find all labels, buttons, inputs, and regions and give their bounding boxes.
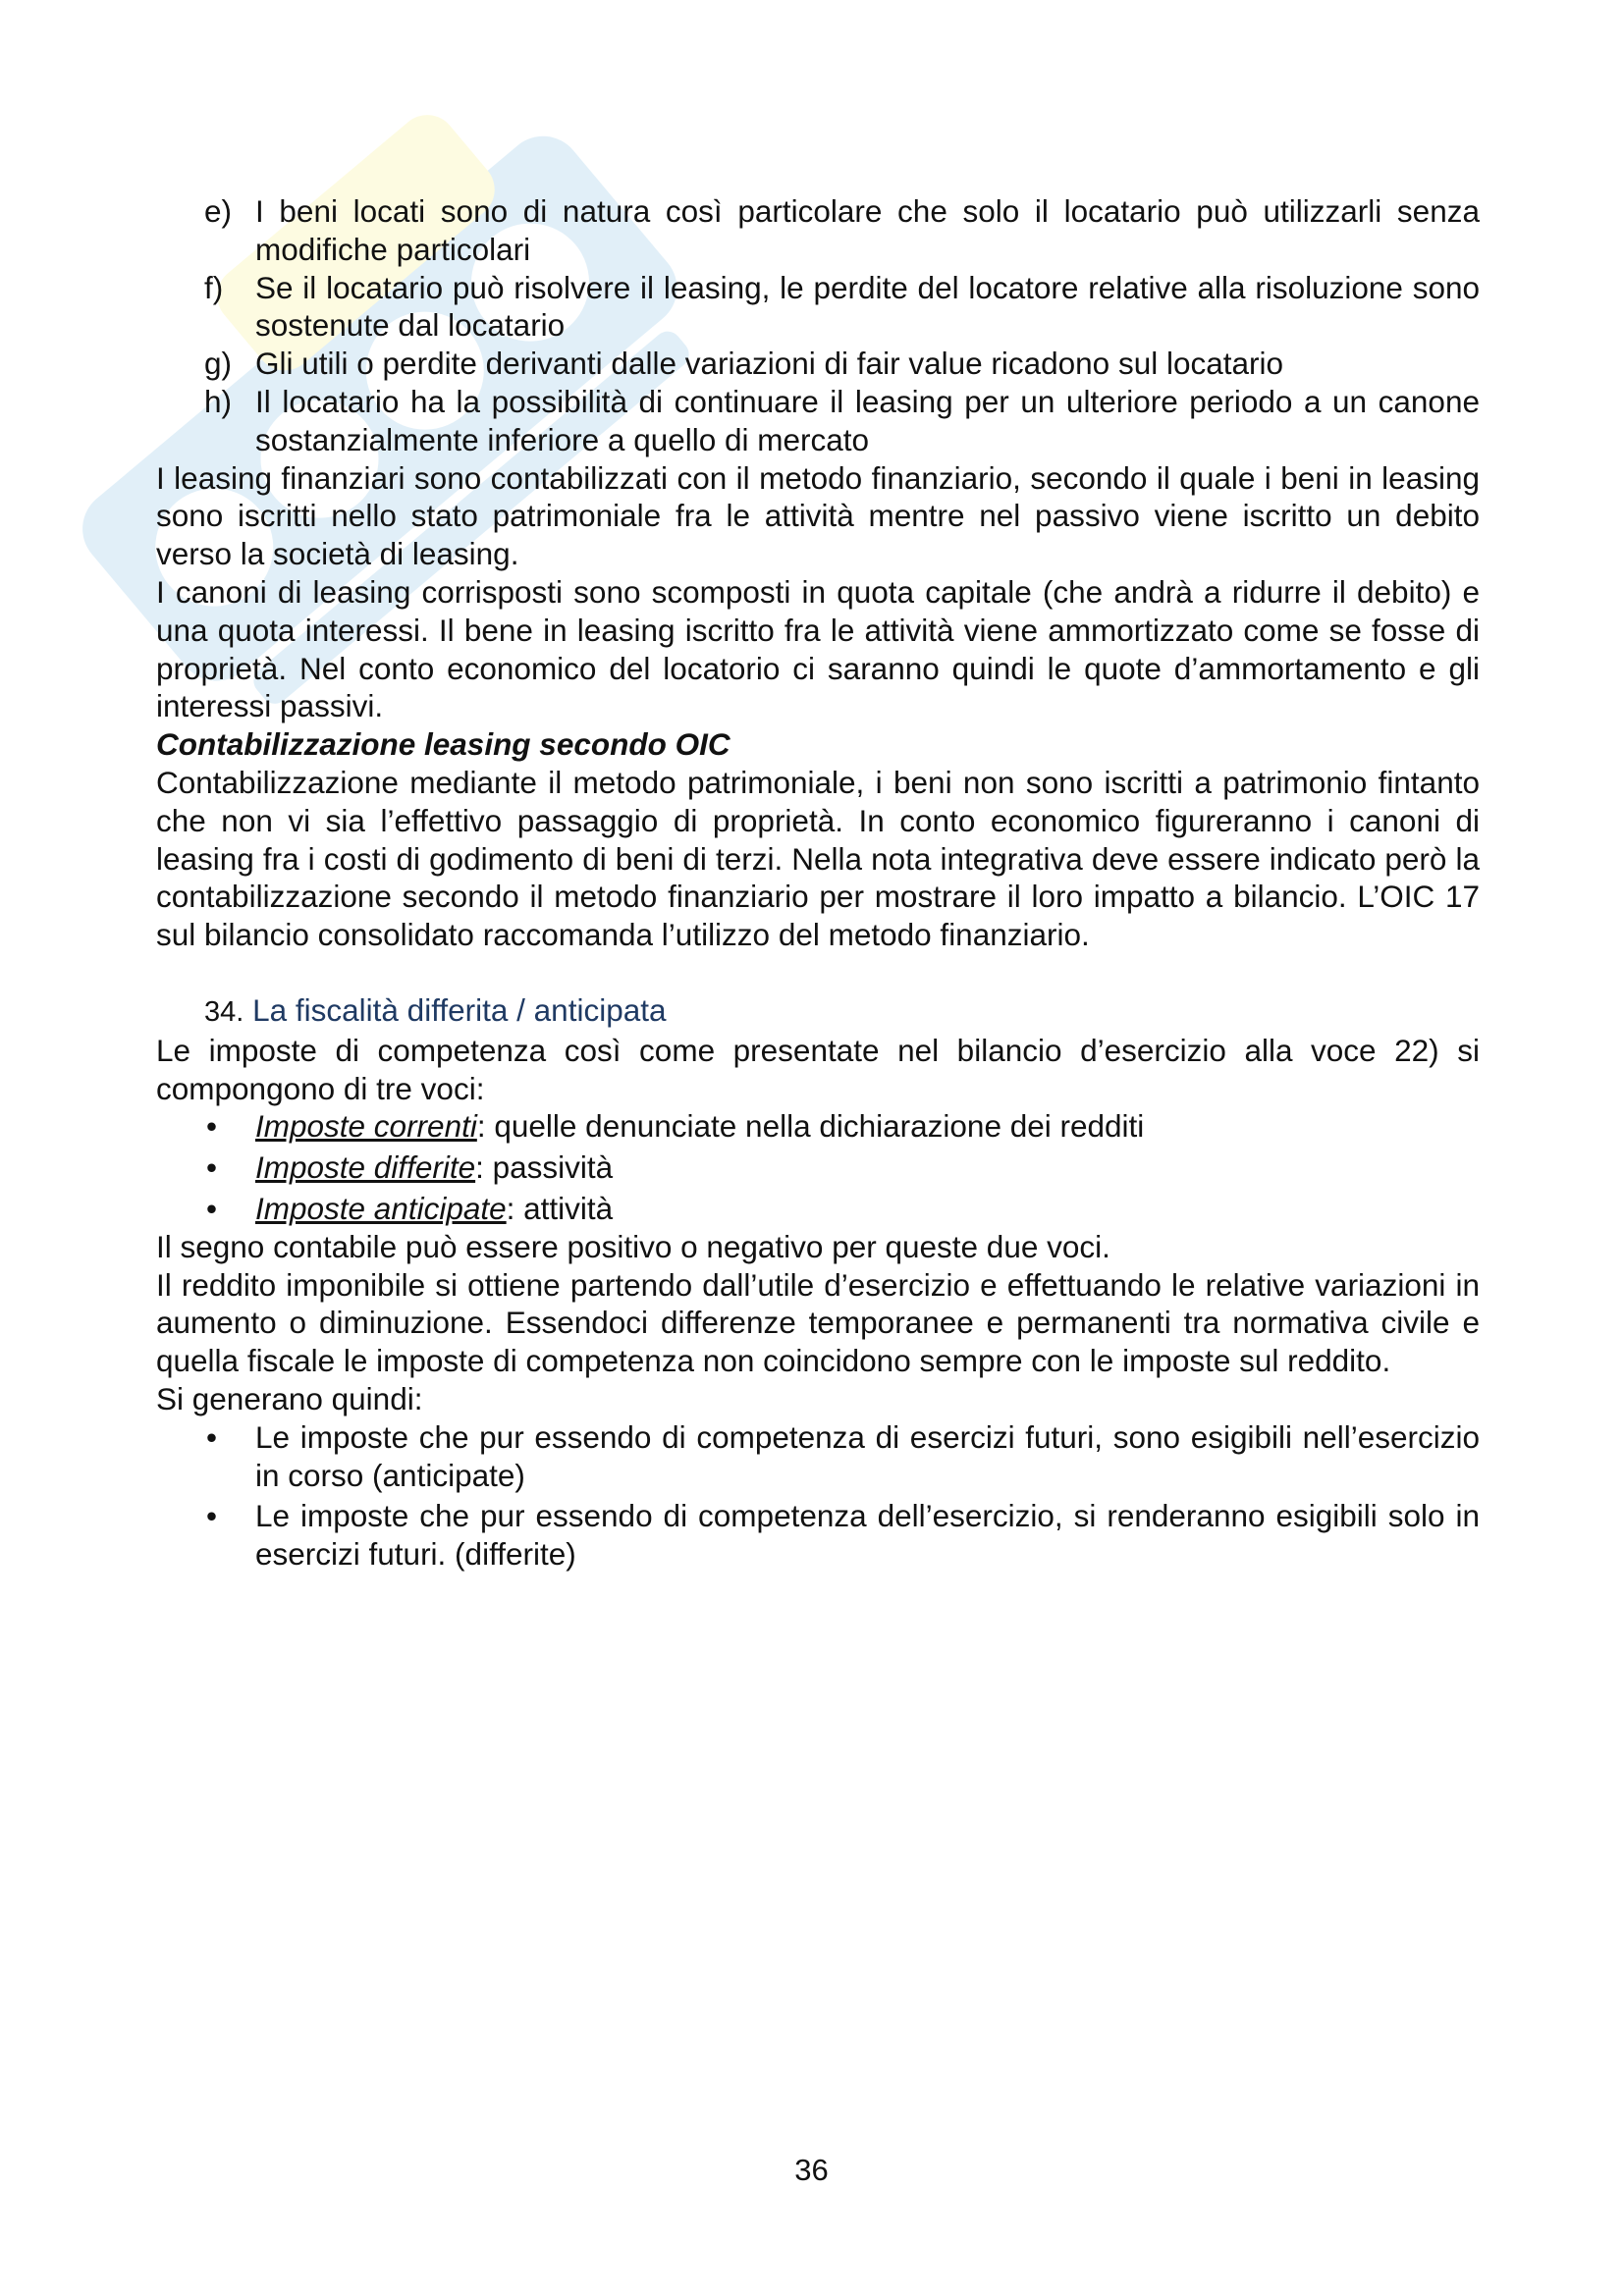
section-title: La fiscalità differita / anticipata bbox=[252, 991, 667, 1028]
bullet-icon: • bbox=[206, 1418, 218, 1455]
section-paragraph: Il segno contabile può essere positivo o negativo per queste due voci. bbox=[156, 1228, 1110, 1264]
tax-term-desc: : passività bbox=[475, 1149, 614, 1186]
tax-term-desc: : attività bbox=[506, 1190, 614, 1226]
leasing-criteria-list bbox=[156, 192, 1480, 459]
list-item-text: I beni locati sono di natura così particolare che solo il locatario può utilizzarli senza modifiche particolari bbox=[255, 193, 1480, 267]
list-item bbox=[156, 192, 1480, 269]
list-item-text: Le imposte che pur essendo di competenza di esercizi futuri, sono esigibili nell’esercizio in corso (anticipate) bbox=[255, 1418, 1480, 1493]
list-item-text: Il locatario ha la possibilità di continuare il leasing per un ulteriore periodo a un canone sostanzialmente inferiore a quello di mercato bbox=[255, 383, 1480, 457]
list-item-text: Se il locatario può risolvere il leasing, le perdite del locatore relative alla risoluzione sono sostenute dal locatario bbox=[255, 269, 1480, 344]
oic-paragraph: Contabilizzazione mediante il metodo patrimoniale, i beni non sono iscritti a patrimonio fintanto che non vi sia l’effettivo passaggio di proprietà. In conto economico figureranno i canoni di leasing fra i costi di godimento di beni di terzi. Nella nota integrativa deve essere indicato però la contabilizzazione secondo il metodo finanziario per mostrare il loro impatto a bilancio. L’OIC 17 sul bilancio consolidato raccomanda l’utilizzo del metodo finanziario. bbox=[156, 764, 1480, 953]
section-intro: Le imposte di competenza così come presentate nel bilancio d’esercizio alla voce 22) si compongono di tre voci: bbox=[156, 1032, 1480, 1106]
page-number: 36 bbox=[794, 2153, 829, 2187]
tax-term: Imposte differite bbox=[255, 1149, 476, 1186]
bullet-icon: • bbox=[206, 1108, 218, 1145]
list-marker: f) bbox=[204, 269, 224, 305]
list-item bbox=[156, 1148, 1480, 1187]
oic-heading: Contabilizzazione leasing secondo OIC bbox=[156, 726, 730, 763]
list-item bbox=[156, 345, 1480, 383]
list-marker: h) bbox=[204, 383, 233, 419]
list-marker: e) bbox=[204, 193, 233, 229]
list-item bbox=[156, 1497, 1480, 1574]
bullet-icon: • bbox=[206, 1498, 218, 1534]
list-item bbox=[156, 1190, 1480, 1228]
tax-term: Imposte anticipate bbox=[255, 1190, 507, 1226]
bullet-icon: • bbox=[206, 1190, 218, 1226]
section-number: 34. bbox=[204, 995, 244, 1028]
section-paragraph: Si generano quindi: bbox=[156, 1380, 423, 1416]
tax-term: Imposte correnti bbox=[255, 1108, 477, 1145]
list-item bbox=[156, 383, 1480, 459]
tax-items-list bbox=[156, 1107, 1480, 1227]
leasing-paragraph: I canoni di leasing corrisposti sono scomposti in quota capitale (che andrà a ridurre il debito) e una quota interessi. Il bene in leasing iscritto fra le attività viene ammortizzato come se fosse di proprietà. Nel conto economico del locatorio ci saranno quindi le quote d’ammortamento e gli interessi passivi. bbox=[156, 573, 1480, 724]
list-item-text: Gli utili o perdite derivanti dalle variazioni di fair value ricadono sul locatario bbox=[255, 346, 1284, 382]
tax-term-desc: : quelle denunciate nella dichiarazione dei redditi bbox=[476, 1108, 1145, 1145]
bullet-icon: • bbox=[206, 1149, 218, 1186]
spacer bbox=[156, 954, 1480, 991]
list-marker: g) bbox=[204, 346, 233, 382]
list-item bbox=[156, 269, 1480, 346]
section-paragraph: Il reddito imponibile si ottiene partendo dall’utile d’esercizio e effettuando le relative variazioni in aumento o diminuzione. Essendoci differenze temporanee e permanenti tra normativa civile e quella fiscale le imposte di competenza non coincidono sempre con le imposte sul reddito. bbox=[156, 1266, 1480, 1379]
list-item bbox=[156, 1418, 1480, 1495]
page-content bbox=[156, 192, 1480, 1574]
section-heading bbox=[156, 991, 1480, 1032]
generated-taxes-list bbox=[156, 1418, 1480, 1574]
list-item-text: Le imposte che pur essendo di competenza dell’esercizio, si renderanno esigibili solo in esercizi futuri. (differite) bbox=[255, 1498, 1480, 1573]
leasing-paragraph: I leasing finanziari sono contabilizzati con il metodo finanziario, secondo il quale i beni in leasing sono iscritti nello stato patrimoniale fra le attività mentre nel passivo viene iscritto un debito verso la società di leasing. bbox=[156, 459, 1480, 572]
list-item bbox=[156, 1107, 1480, 1146]
